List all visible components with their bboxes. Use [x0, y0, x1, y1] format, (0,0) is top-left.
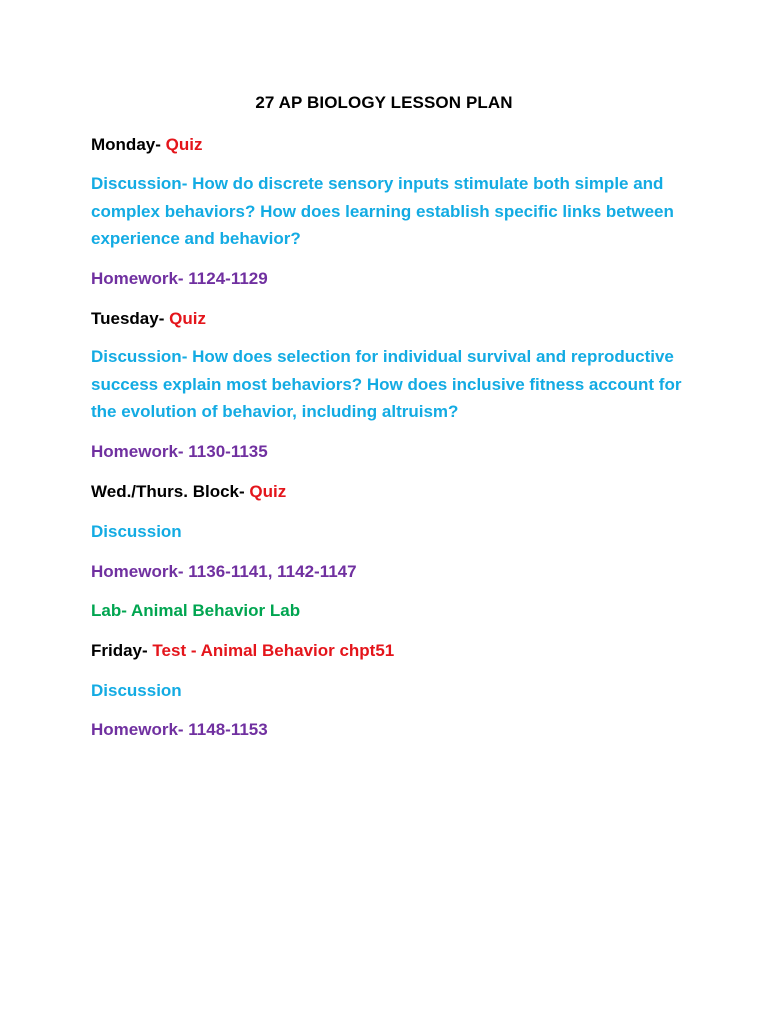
- discussion-line: success explain most behaviors? How does inclusive fitness account for: [91, 374, 682, 394]
- day-label: Wed./Thurs. Block-: [91, 482, 245, 501]
- wedthurs-heading: [91, 482, 691, 502]
- wedthurs-homework: Homework- 1136-1141, 1142-1147: [91, 562, 357, 581]
- assessment-label: Quiz: [249, 482, 287, 501]
- discussion-line: complex behaviors? How does learning establish specific links between: [91, 201, 674, 221]
- friday-homework: Homework- 1148-1153: [91, 720, 268, 739]
- friday-heading: [91, 641, 691, 661]
- discussion-line: Discussion- How do discrete sensory inputs stimulate both simple and: [91, 174, 664, 193]
- assessment-label: Quiz: [169, 309, 206, 328]
- tuesday-discussion: [91, 343, 691, 426]
- discussion-line: Discussion- How does selection for individual survival and reproductive: [91, 347, 674, 366]
- day-label: Tuesday-: [91, 309, 165, 328]
- discussion-line: experience and behavior?: [91, 229, 301, 248]
- page-title: 27 AP BIOLOGY LESSON PLAN: [255, 93, 513, 112]
- day-label: Monday-: [91, 135, 161, 154]
- wedthurs-lab: Lab- Animal Behavior Lab: [91, 601, 301, 620]
- wedthurs-discussion: Discussion: [91, 522, 182, 541]
- monday-discussion: [91, 170, 691, 253]
- assessment-label: Quiz: [165, 135, 203, 154]
- tuesday-homework: Homework- 1130-1135: [91, 442, 268, 461]
- discussion-line: the evolution of behavior, including altruism?: [91, 402, 459, 421]
- assessment-label: Test - Animal Behavior chpt51: [152, 641, 395, 660]
- monday-heading: [91, 135, 691, 155]
- tuesday-heading: [91, 309, 691, 329]
- monday-homework: Homework- 1124-1129: [91, 269, 268, 288]
- day-label: Friday-: [91, 641, 148, 660]
- friday-discussion: Discussion: [91, 681, 182, 700]
